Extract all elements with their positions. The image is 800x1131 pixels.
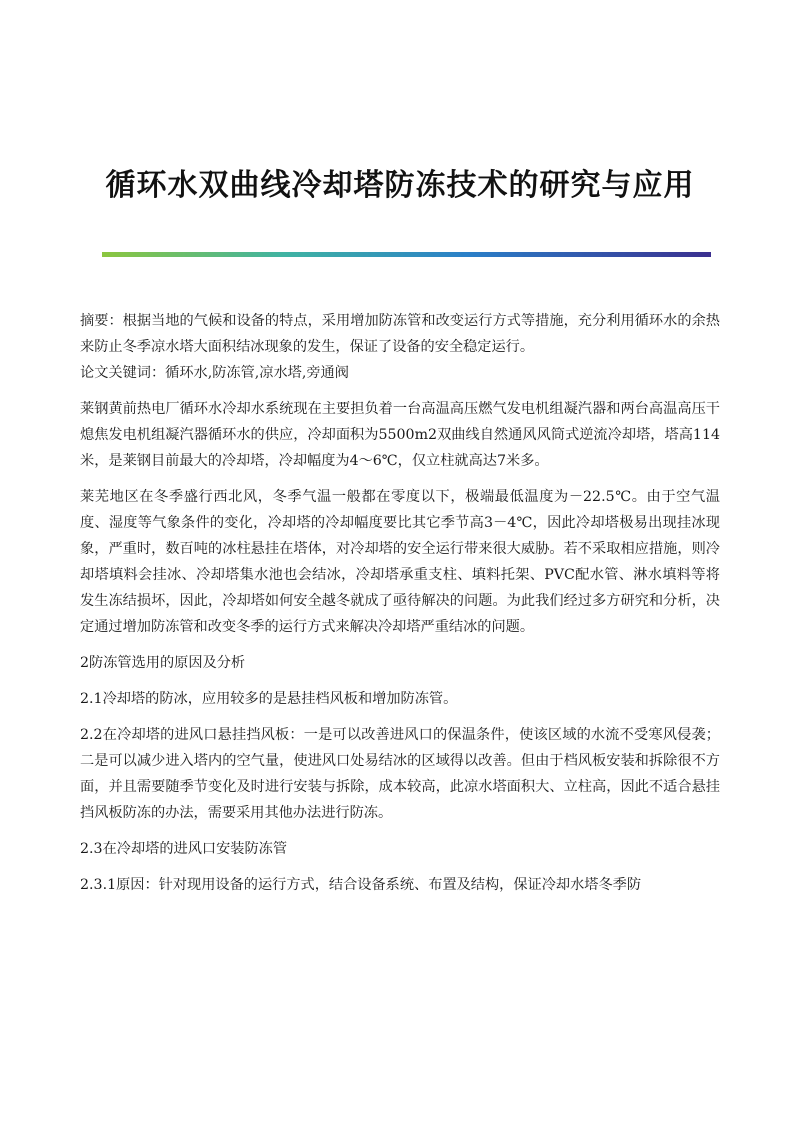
document-title: 循环水双曲线冷却塔防冻技术的研究与应用 <box>105 168 695 203</box>
body-paragraph: 2.1冷却塔的防冰，应用较多的是悬挂档风板和增加防冻管。 <box>80 691 458 707</box>
body-paragraph: 2.3.1原因：针对现用设备的运行方式，结合设备系统、布置及结构，保证冷却水塔冬季防 <box>80 877 642 893</box>
keywords-line: 论文关键词：循环水,防冻管,凉水塔,旁通阀 <box>80 365 349 381</box>
section-heading: 2.3在冷却塔的进风口安装防冻管 <box>80 841 288 857</box>
body-paragraph: 莱钢黄前热电厂循环水冷却水系统现在主要担负着一台高温高压燃气发电机组凝汽器和两台高温高压干熄焦发电机组凝汽器循环水的供应，冷却面积为5500m2双曲线自然通风风筒式逆流冷却塔，塔高114米，是莱钢目前最大的冷却塔，冷却幅度为4～6℃，仅立柱就高达7米多。 <box>80 401 720 469</box>
section-heading: 2防冻管选用的原因及分析 <box>80 655 246 671</box>
abstract-paragraph: 摘要：根据当地的气候和设备的特点，采用增加防冻管和改变运行方式等措施，充分利用循环水的余热来防止冬季凉水塔大面积结冰现象的发生，保证了设备的安全稳定运行。 <box>80 313 720 355</box>
document-body <box>80 308 720 898</box>
body-paragraph: 2.2在冷却塔的进风口悬挂挡风板：一是可以改善进风口的保温条件，使该区域的水流不受寒风侵袭；二是可以减少进入塔内的空气量，使进风口处易结冰的区域得以改善。但由于档风板安装和拆除很不方面，并且需要随季节变化及时进行安装与拆除，成本较高，此凉水塔面积大、立柱高，因此不适合悬挂挡风板防冻的办法，需要采用其他办法进行防冻。 <box>80 727 720 821</box>
body-paragraph: 莱芜地区在冬季盛行西北风，冬季气温一般都在零度以下，极端最低温度为－22.5℃。由于空气温度、湿度等气象条件的变化，冷却塔的冷却幅度要比其它季节高3－4℃，因此冷却塔极易出现挂冰现象，严重时，数百吨的冰柱悬挂在塔体，对冷却塔的安全运行带来很大威胁。若不采取相应措施，则冷却塔填料会挂冰、冷却塔集水池也会结冰，冷却塔承重支柱、填料托架、PVC配水管、淋水填料等将发生冻结损坏，因此，冷却塔如何安全越冬就成了亟待解决的问题。为此我们经过多方研究和分析，决定通过增加防冻管和改变冬季的运行方式来解决冷却塔严重结冰的问题。 <box>80 489 720 635</box>
title-divider <box>102 252 711 257</box>
